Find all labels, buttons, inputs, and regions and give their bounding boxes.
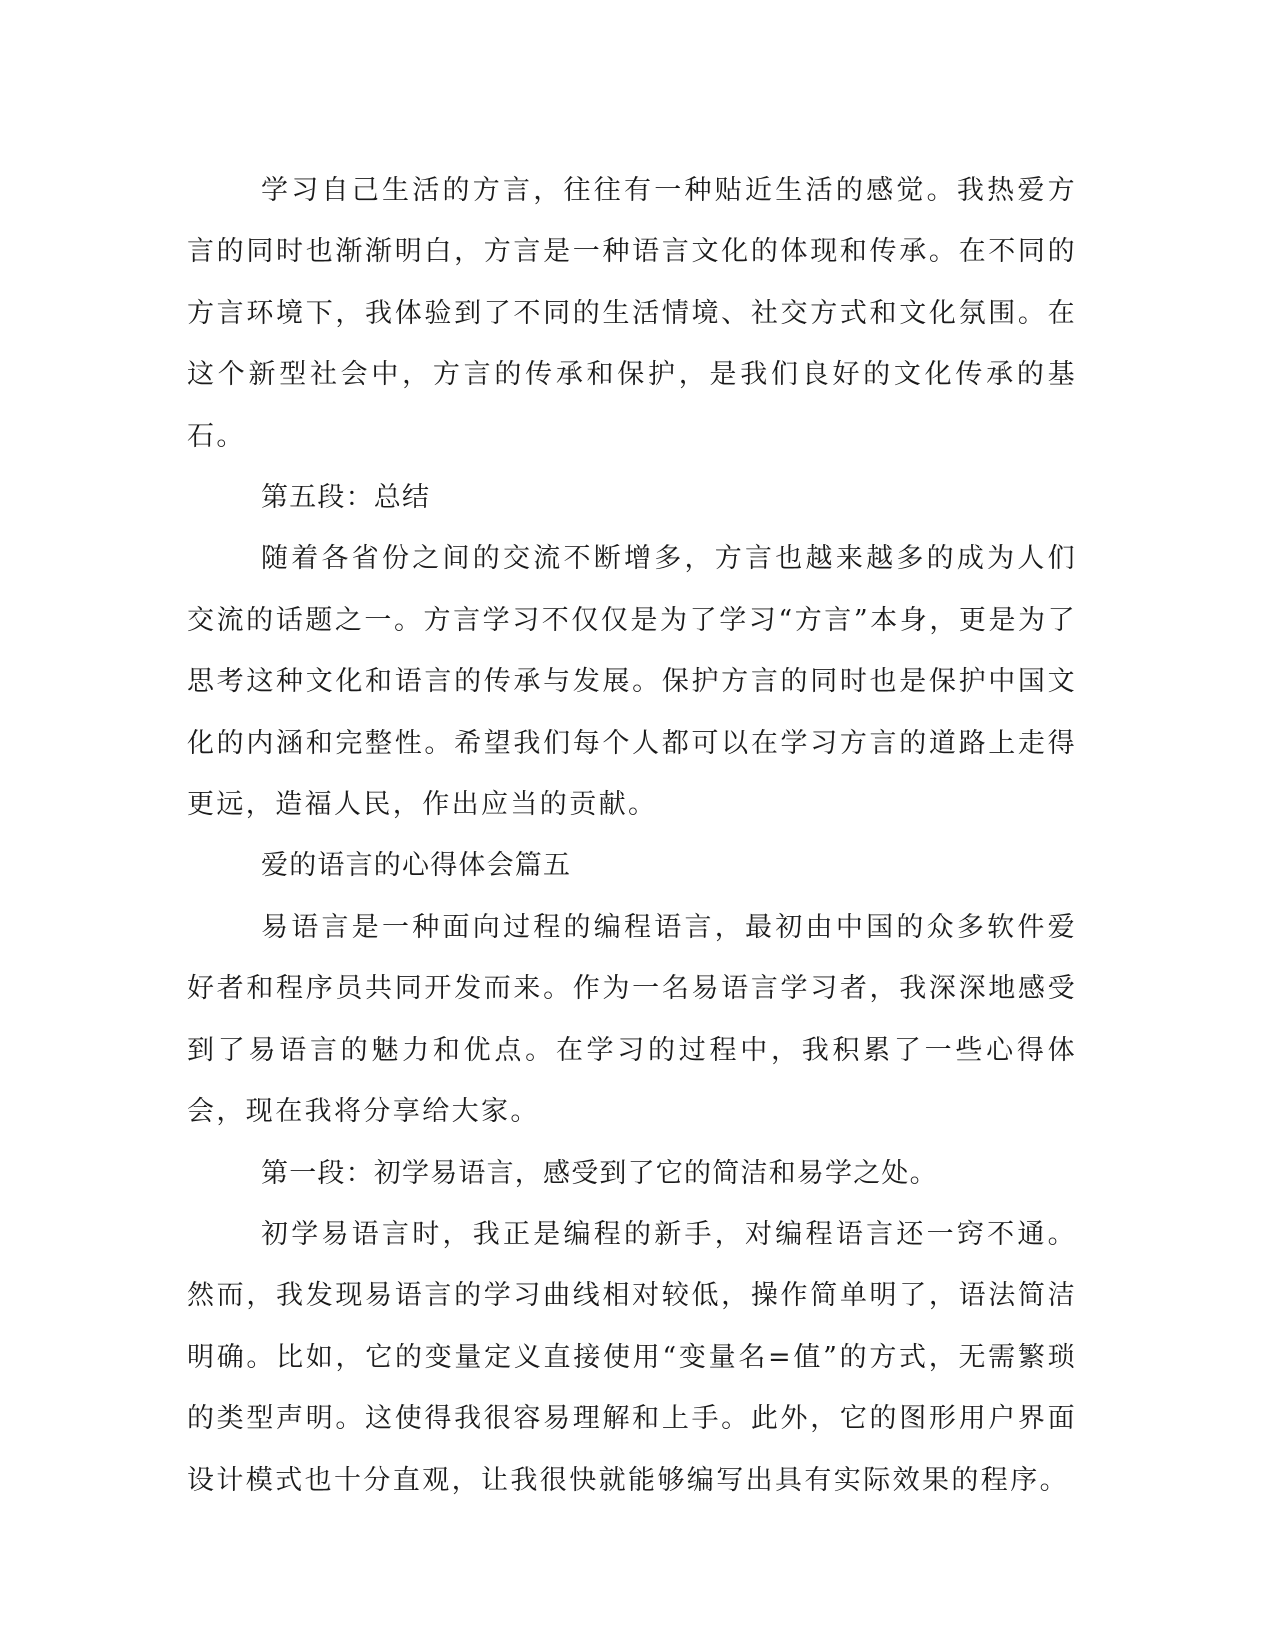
body-paragraph: 随着各省份之间的交流不断增多，方言也越来越多的成为人们交流的话题之一。方言学习不仅仅是为了学习“方言”本身，更是为了思考这种文化和语言的传承与发展。保护方言的同时也是保护中国文化的内涵和完整性。希望我们每个人都可以在学习方言的道路上走得更远，造福人民，作出应当的贡献。 xyxy=(187,543,1077,821)
section-heading: 第五段：总结 xyxy=(261,482,431,514)
body-paragraph: 学习自己生活的方言，往往有一种贴近生活的感觉。我热爱方言的同时也渐渐明白，方言是一种语言文化的体现和传承。在不同的方言环境下，我体验到了不同的生活情境、社交方式和文化氛围。在这个新型社会中，方言的传承和保护，是我们良好的文化传承的基石。 xyxy=(187,175,1077,452)
document-page xyxy=(187,160,1077,1511)
body-paragraph: 易语言是一种面向过程的编程语言，最初由中国的众多软件爱好者和程序员共同开发而来。作为一名易语言学习者，我深深地感受到了易语言的魅力和优点。在学习的过程中，我积累了一些心得体会，现在我将分享给大家。 xyxy=(187,911,1077,1128)
section-heading: 第一段：初学易语言，感受到了它的简洁和易学之处。 xyxy=(261,1157,938,1189)
body-paragraph: 初学易语言时，我正是编程的新手，对编程语言还一窍不通。然而，我发现易语言的学习曲线相对较低，操作简单明了，语法简洁明确。比如，它的变量定义直接使用“变量名=值”的方式，无需繁琐的类型声明。这使得我很容易理解和上手。此外，它的图形用户界面设计模式也十分直观，让我很快就能够编写出具有实际效果的程序。 xyxy=(187,1218,1077,1496)
section-heading: 爱的语言的心得体会篇五 xyxy=(261,850,572,882)
